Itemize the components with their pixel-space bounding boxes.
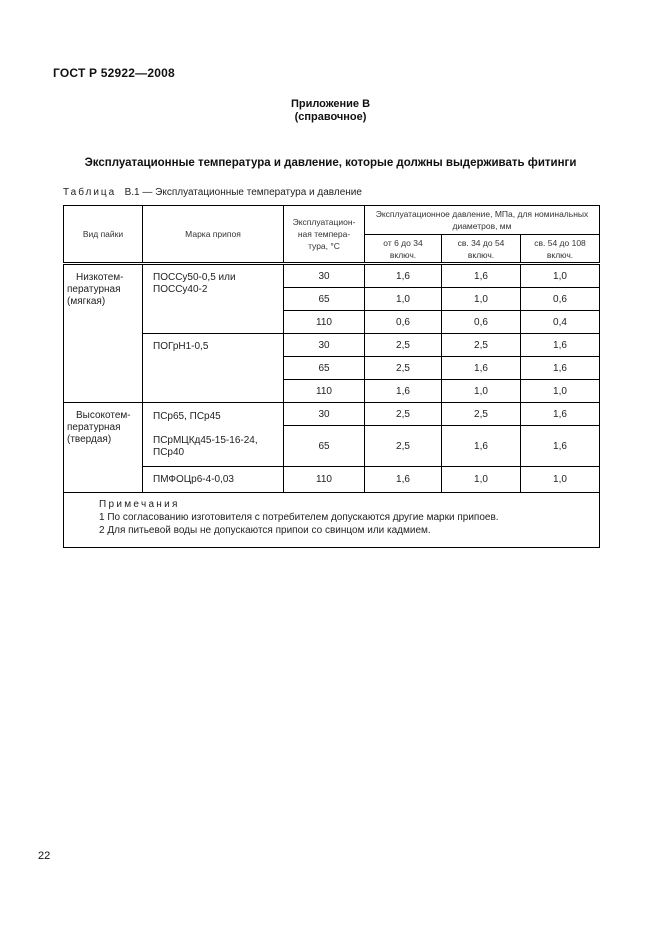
- pressure-cell: 1,0: [442, 467, 521, 493]
- note-item: 1 По согласованию изготовителя с потребителем допускаются другие марки припоев.: [99, 512, 499, 523]
- table-row: [64, 403, 600, 426]
- solder-grade-cell: [143, 264, 284, 334]
- solder-grade-line: ПСр40: [153, 447, 185, 458]
- pressure-cell: 0,6: [521, 288, 600, 311]
- section-title: Эксплуатационные температура и давление, которые должны выдерживать фитинги: [84, 157, 577, 169]
- solder-grade-cell: [143, 334, 284, 403]
- header-solder-grade: Марка припоя: [143, 206, 284, 264]
- appendix-title: Приложение В: [290, 98, 371, 110]
- pressure-cell: 1,6: [521, 403, 600, 426]
- table-caption-label: Таблица: [63, 187, 117, 198]
- pressure-cell: 1,6: [521, 357, 600, 380]
- operating-conditions-table: [63, 205, 600, 548]
- pressure-cell: 2,5: [365, 426, 442, 467]
- solder-type-line: (мягкая): [67, 296, 106, 307]
- pressure-cell: 1,6: [365, 467, 442, 493]
- pressure-cell: 1,6: [442, 264, 521, 288]
- solder-grade-line: ПОГрН1-0,5: [153, 341, 209, 352]
- pressure-cell: 2,5: [365, 357, 442, 380]
- solder-grade-line: ПМФОЦр6-4-0,03: [153, 473, 234, 485]
- pressure-cell: 0,6: [442, 311, 521, 334]
- solder-type-cell: [64, 403, 143, 493]
- solder-grade-cell: [143, 467, 284, 493]
- solder-type-cell: [64, 264, 143, 403]
- temperature-cell: 65: [284, 426, 365, 467]
- table-caption-text: — Эксплуатационные температура и давление: [142, 187, 362, 198]
- pressure-cell: 1,6: [442, 357, 521, 380]
- solder-grade-line: ПСрМЦКд45-15-16-24,: [153, 435, 258, 446]
- temperature-cell: 110: [284, 380, 365, 403]
- pressure-cell: 1,6: [521, 426, 600, 467]
- appendix-subtitle: (справочное): [294, 111, 367, 123]
- pressure-cell: 1,6: [521, 334, 600, 357]
- solder-type-line: пературная: [67, 284, 121, 295]
- table-row: [64, 264, 600, 288]
- table-caption-number: В.1: [124, 187, 140, 198]
- pressure-cell: 1,0: [521, 380, 600, 403]
- pressure-cell: 1,0: [442, 380, 521, 403]
- pressure-cell: 1,6: [442, 426, 521, 467]
- pressure-cell: 1,0: [521, 467, 600, 493]
- pressure-cell: 1,6: [365, 264, 442, 288]
- document-code: ГОСТ Р 52922—2008: [53, 66, 175, 80]
- temperature-cell: 110: [284, 311, 365, 334]
- pressure-cell: 1,0: [521, 264, 600, 288]
- pressure-cell: 2,5: [442, 334, 521, 357]
- temperature-cell: 30: [284, 334, 365, 357]
- pressure-cell: 2,5: [365, 334, 442, 357]
- notes-title: Примечания: [99, 499, 180, 510]
- pressure-cell: 0,6: [365, 311, 442, 334]
- solder-grade-line: ПСр65, ПСр45: [153, 411, 221, 422]
- pressure-cell: 2,5: [365, 403, 442, 426]
- temperature-cell: 30: [284, 264, 365, 288]
- pressure-cell: 1,6: [365, 380, 442, 403]
- solder-grade-cell: [143, 403, 284, 467]
- note-item: 2 Для питьевой воды не допускаются припои со свинцом или кадмием.: [99, 525, 431, 536]
- table-row: [64, 334, 600, 357]
- page-number: 22: [38, 850, 51, 862]
- temperature-cell: 110: [284, 467, 365, 493]
- temperature-cell: 65: [284, 288, 365, 311]
- appendix-heading: [0, 98, 661, 124]
- pressure-cell: 1,0: [442, 288, 521, 311]
- header-diameter-1: от 6 до 34 включ.: [365, 235, 442, 264]
- solder-grade-line: ПОССу40-2: [153, 284, 208, 295]
- solder-type-line: Высокотем-: [76, 410, 131, 421]
- header-temperature: Эксплуатацион-ная темпера-тура, °С: [284, 206, 365, 264]
- solder-type-line: пературная: [67, 422, 121, 433]
- temperature-cell: 65: [284, 357, 365, 380]
- pressure-cell: 0,4: [521, 311, 600, 334]
- solder-type-line: (твердая): [67, 434, 112, 445]
- temperature-cell: 30: [284, 403, 365, 426]
- solder-type-line: Низкотем-: [76, 272, 124, 283]
- header-diameter-2: св. 34 до 54 включ.: [442, 235, 521, 264]
- header-diameter-3: св. 54 до 108 включ.: [521, 235, 600, 264]
- pressure-cell: 1,0: [365, 288, 442, 311]
- header-solder-type: Вид пайки: [64, 206, 143, 264]
- header-pressure-group: Эксплуатационное давление, МПа, для номинальных диаметров, мм: [365, 206, 600, 235]
- table-row: [64, 467, 600, 493]
- table-caption: [63, 187, 362, 198]
- notes-row: [64, 493, 600, 548]
- solder-grade-line: ПОССу50-0,5 или: [153, 272, 236, 283]
- notes-cell: [64, 493, 600, 548]
- pressure-cell: 2,5: [442, 403, 521, 426]
